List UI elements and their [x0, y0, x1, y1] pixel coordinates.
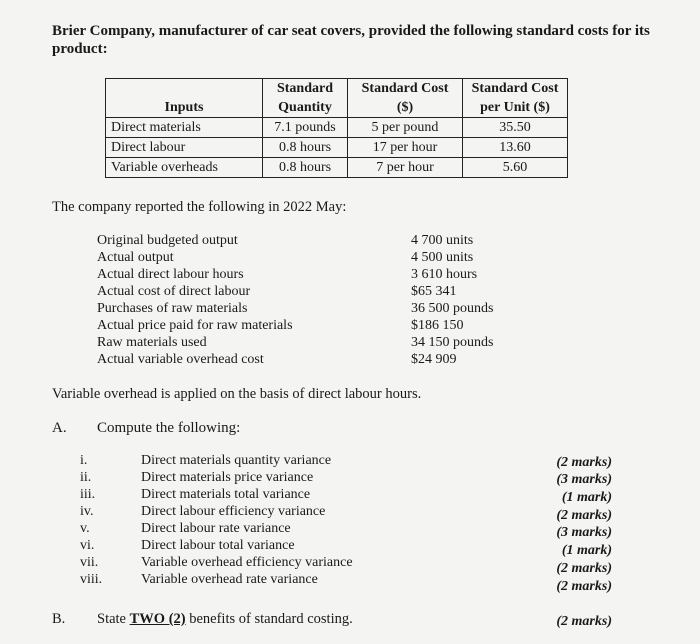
header-unit-line1: Standard Cost [471, 81, 559, 96]
section-b-letter: B. [52, 611, 66, 627]
section-b-marks: (2 marks) [556, 614, 612, 629]
fact-label: Purchases of raw materials [97, 301, 248, 316]
fact-label: Actual direct labour hours [97, 267, 244, 282]
header-qty-line2: Quantity [278, 100, 332, 115]
item-description: Direct labour rate variance [141, 521, 291, 536]
header-unit-line2: per Unit ($) [480, 100, 550, 115]
section-b-text [97, 611, 353, 628]
item-number: v. [80, 521, 90, 536]
intro-paragraph: Brier Company, manufacturer of car seat covers, provided the following standard costs for its product: [52, 23, 650, 57]
row-qty: 7.1 pounds [263, 118, 348, 138]
header-cost-line1: Standard Cost [361, 81, 449, 96]
item-description: Direct materials price variance [141, 470, 314, 485]
item-description: Variable overhead efficiency variance [141, 555, 353, 570]
table-header-row [106, 79, 568, 118]
row-unit: 5.60 [463, 158, 568, 178]
fact-value: 4 700 units [411, 233, 474, 248]
item-number: i. [80, 453, 88, 468]
fact-label: Actual variable overhead cost [97, 352, 264, 367]
item-number: iii. [80, 487, 96, 502]
header-inputs: Inputs [106, 79, 263, 118]
fact-value: $186 150 [411, 318, 464, 333]
section-b-emphasis: TWO (2) [129, 611, 186, 627]
item-marks: (3 marks) [556, 525, 612, 540]
item-number: vii. [80, 555, 99, 570]
row-input: Direct labour [106, 138, 263, 158]
section-b-text-before: State [97, 611, 130, 627]
table-row [106, 158, 568, 178]
item-marks: (2 marks) [556, 561, 612, 576]
header-cost-per-unit [463, 79, 568, 118]
row-input: Variable overheads [106, 158, 263, 178]
item-marks: (2 marks) [556, 579, 612, 594]
header-qty-line1: Standard [276, 81, 334, 96]
fact-label: Actual output [97, 250, 174, 265]
header-cost-line2: ($) [396, 100, 414, 115]
row-qty: 0.8 hours [263, 158, 348, 178]
fact-value: $24 909 [411, 352, 457, 367]
item-description: Variable overhead rate variance [141, 572, 318, 587]
standard-cost-table [105, 78, 568, 178]
fact-value: 3 610 hours [411, 267, 478, 282]
fact-value: 34 150 pounds [411, 335, 494, 350]
row-cost: 7 per hour [348, 158, 463, 178]
item-marks: (2 marks) [556, 508, 612, 523]
section-b-text-after: benefits of standard costing. [185, 611, 353, 627]
fact-label: Original budgeted output [97, 233, 238, 248]
item-marks: (3 marks) [556, 472, 612, 487]
item-description: Direct materials quantity variance [141, 453, 332, 468]
fact-label: Actual cost of direct labour [97, 284, 251, 299]
fact-label: Raw materials used [97, 335, 207, 350]
row-qty: 0.8 hours [263, 138, 348, 158]
item-number: viii. [80, 572, 103, 587]
item-marks: (1 mark) [561, 543, 612, 558]
overhead-note: Variable overhead is applied on the basis of direct labour hours. [52, 386, 422, 402]
section-a-letter: A. [52, 420, 67, 436]
section-a-text: Compute the following: [97, 420, 241, 436]
item-description: Direct labour efficiency variance [141, 504, 326, 519]
table-row [106, 118, 568, 138]
item-number: iv. [80, 504, 94, 519]
row-unit: 35.50 [463, 118, 568, 138]
fact-label: Actual price paid for raw materials [97, 318, 293, 333]
item-marks: (2 marks) [556, 455, 612, 470]
header-standard-quantity [263, 79, 348, 118]
reported-heading: The company reported the following in 2022 May: [52, 199, 347, 215]
item-marks: (1 mark) [561, 490, 612, 505]
item-number: ii. [80, 470, 92, 485]
header-standard-cost [348, 79, 463, 118]
row-cost: 17 per hour [348, 138, 463, 158]
item-number: vi. [80, 538, 95, 553]
item-description: Direct materials total variance [141, 487, 311, 502]
fact-value: $65 341 [411, 284, 457, 299]
table-row [106, 138, 568, 158]
row-cost: 5 per pound [348, 118, 463, 138]
item-description: Direct labour total variance [141, 538, 295, 553]
row-unit: 13.60 [463, 138, 568, 158]
fact-value: 36 500 pounds [411, 301, 494, 316]
fact-value: 4 500 units [411, 250, 474, 265]
row-input: Direct materials [106, 118, 263, 138]
